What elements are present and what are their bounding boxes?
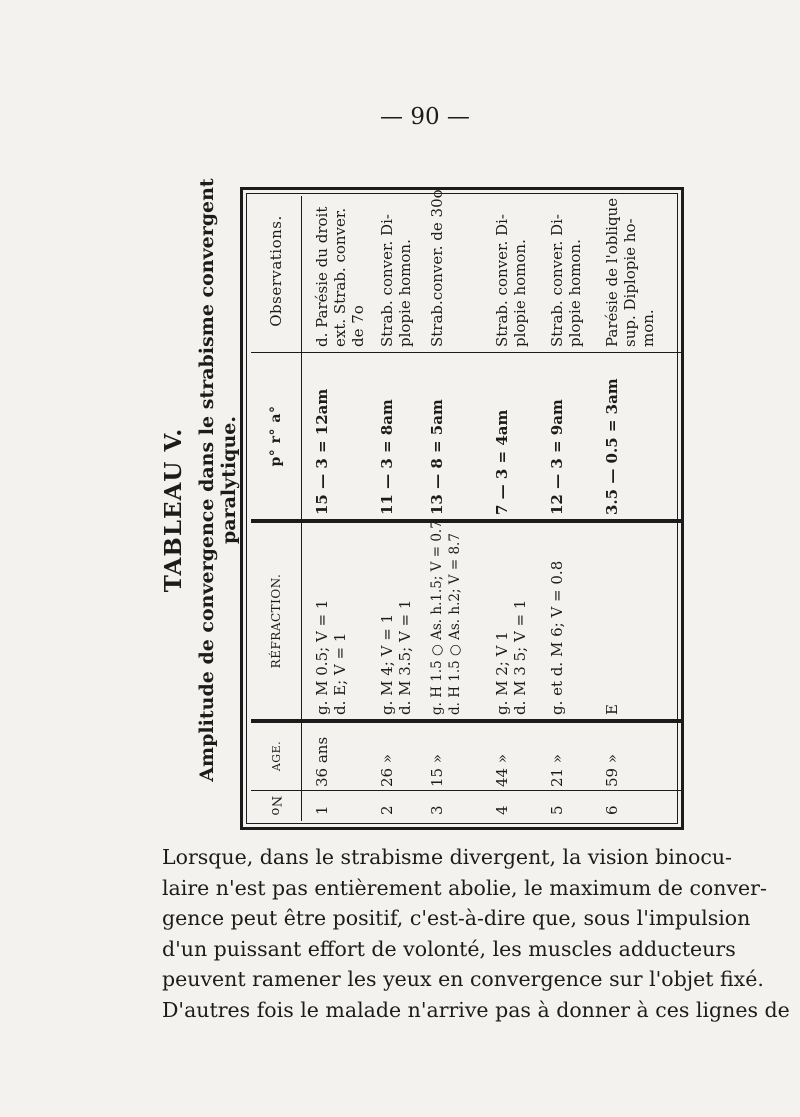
header-refraction: RÉFRACTION. bbox=[269, 573, 283, 669]
cell-values: 15 — 3 = 12am bbox=[313, 388, 331, 515]
cell-observations: Strab. conver. Di- plopie homon. bbox=[493, 214, 529, 347]
cell-values: 3.5 — 0.5 = 3am bbox=[603, 378, 621, 515]
cell-values: 11 — 3 = 8am bbox=[378, 399, 396, 515]
cell-age: 26 » bbox=[378, 753, 396, 787]
body-paragraph bbox=[162, 842, 790, 1025]
header-num: No bbox=[268, 795, 284, 817]
cell-age: 59 » bbox=[603, 753, 621, 787]
cell-age: 36 ans bbox=[313, 736, 331, 787]
cell-values: 12 — 3 = 9am bbox=[548, 399, 566, 515]
body-line: d'un puissant effort de volonté, les muscles adducteurs bbox=[162, 936, 736, 961]
header-observations: Observations. bbox=[267, 215, 285, 327]
body-line: Lorsque, dans le strabisme divergent, la vision binocu- bbox=[162, 845, 732, 869]
body-line: D'autres fois le malade n'arrive pas à donner à ces lignes de bbox=[162, 997, 790, 1022]
cell-refraction: g. et d. M 6; V = 0.8 bbox=[548, 560, 566, 715]
cell-refraction: g. M 4; V = 1 d. M 3.5; V = 1 bbox=[378, 599, 414, 715]
cell-refraction: g. H 1.5 ○ As. h.1.5; V = 0.7 d. H 1.5 ○ As. h.2; V = 8.7 bbox=[429, 520, 463, 715]
page-number: — 90 — bbox=[380, 104, 470, 130]
cell-observations: Strab. conver. Di- plopie homon. bbox=[378, 214, 414, 347]
cell-observations: d. Parésie du droit ext. Strab. conver. de 7o bbox=[313, 206, 367, 347]
cell-num: 5 bbox=[548, 805, 566, 815]
cell-num: 3 bbox=[428, 805, 446, 815]
body-line: peuvent ramener les yeux en convergence sur l'objet fixé. bbox=[162, 967, 764, 991]
cell-num: 1 bbox=[313, 805, 331, 815]
cell-refraction: E bbox=[603, 704, 621, 715]
cell-observations: Strab.conver. de 30o bbox=[428, 189, 446, 347]
cell-values: 7 — 3 = 4am bbox=[493, 409, 511, 515]
header-values: p° r° a° bbox=[268, 405, 284, 467]
cell-observations: Strab. conver. Di- plopie homon. bbox=[548, 214, 584, 347]
table-subtitle: Amplitude de convergence dans le strabisme convergent paralytique. bbox=[196, 178, 240, 782]
table-title: TABLEAU V. bbox=[160, 427, 187, 593]
cell-age: 21 » bbox=[548, 753, 566, 787]
cell-refraction: g. M 0.5; V = 1 d. E; V = 1 bbox=[313, 599, 349, 715]
cell-age: 15 » bbox=[428, 753, 446, 787]
cell-values: 13 — 8 = 5am bbox=[428, 399, 446, 515]
header-rule bbox=[301, 196, 302, 821]
header-age: AGE. bbox=[269, 740, 283, 772]
data-table bbox=[240, 187, 684, 830]
cell-refraction: g. M 2; V 1 d. M 3 5; V = 1 bbox=[493, 599, 529, 715]
cell-num: 6 bbox=[603, 805, 621, 815]
cell-num: 2 bbox=[378, 805, 396, 815]
body-line: laire n'est pas entièrement abolie, le maximum de conver- bbox=[162, 875, 767, 900]
cell-num: 4 bbox=[493, 805, 511, 815]
cell-age: 44 » bbox=[493, 753, 511, 787]
cell-observations: Parésie de l'oblique sup. Diplopie ho- mon. bbox=[603, 197, 657, 347]
rotated-table-block bbox=[160, 130, 720, 830]
body-line: gence peut être positif, c'est-à-dire que, sous l'impulsion bbox=[162, 906, 751, 930]
